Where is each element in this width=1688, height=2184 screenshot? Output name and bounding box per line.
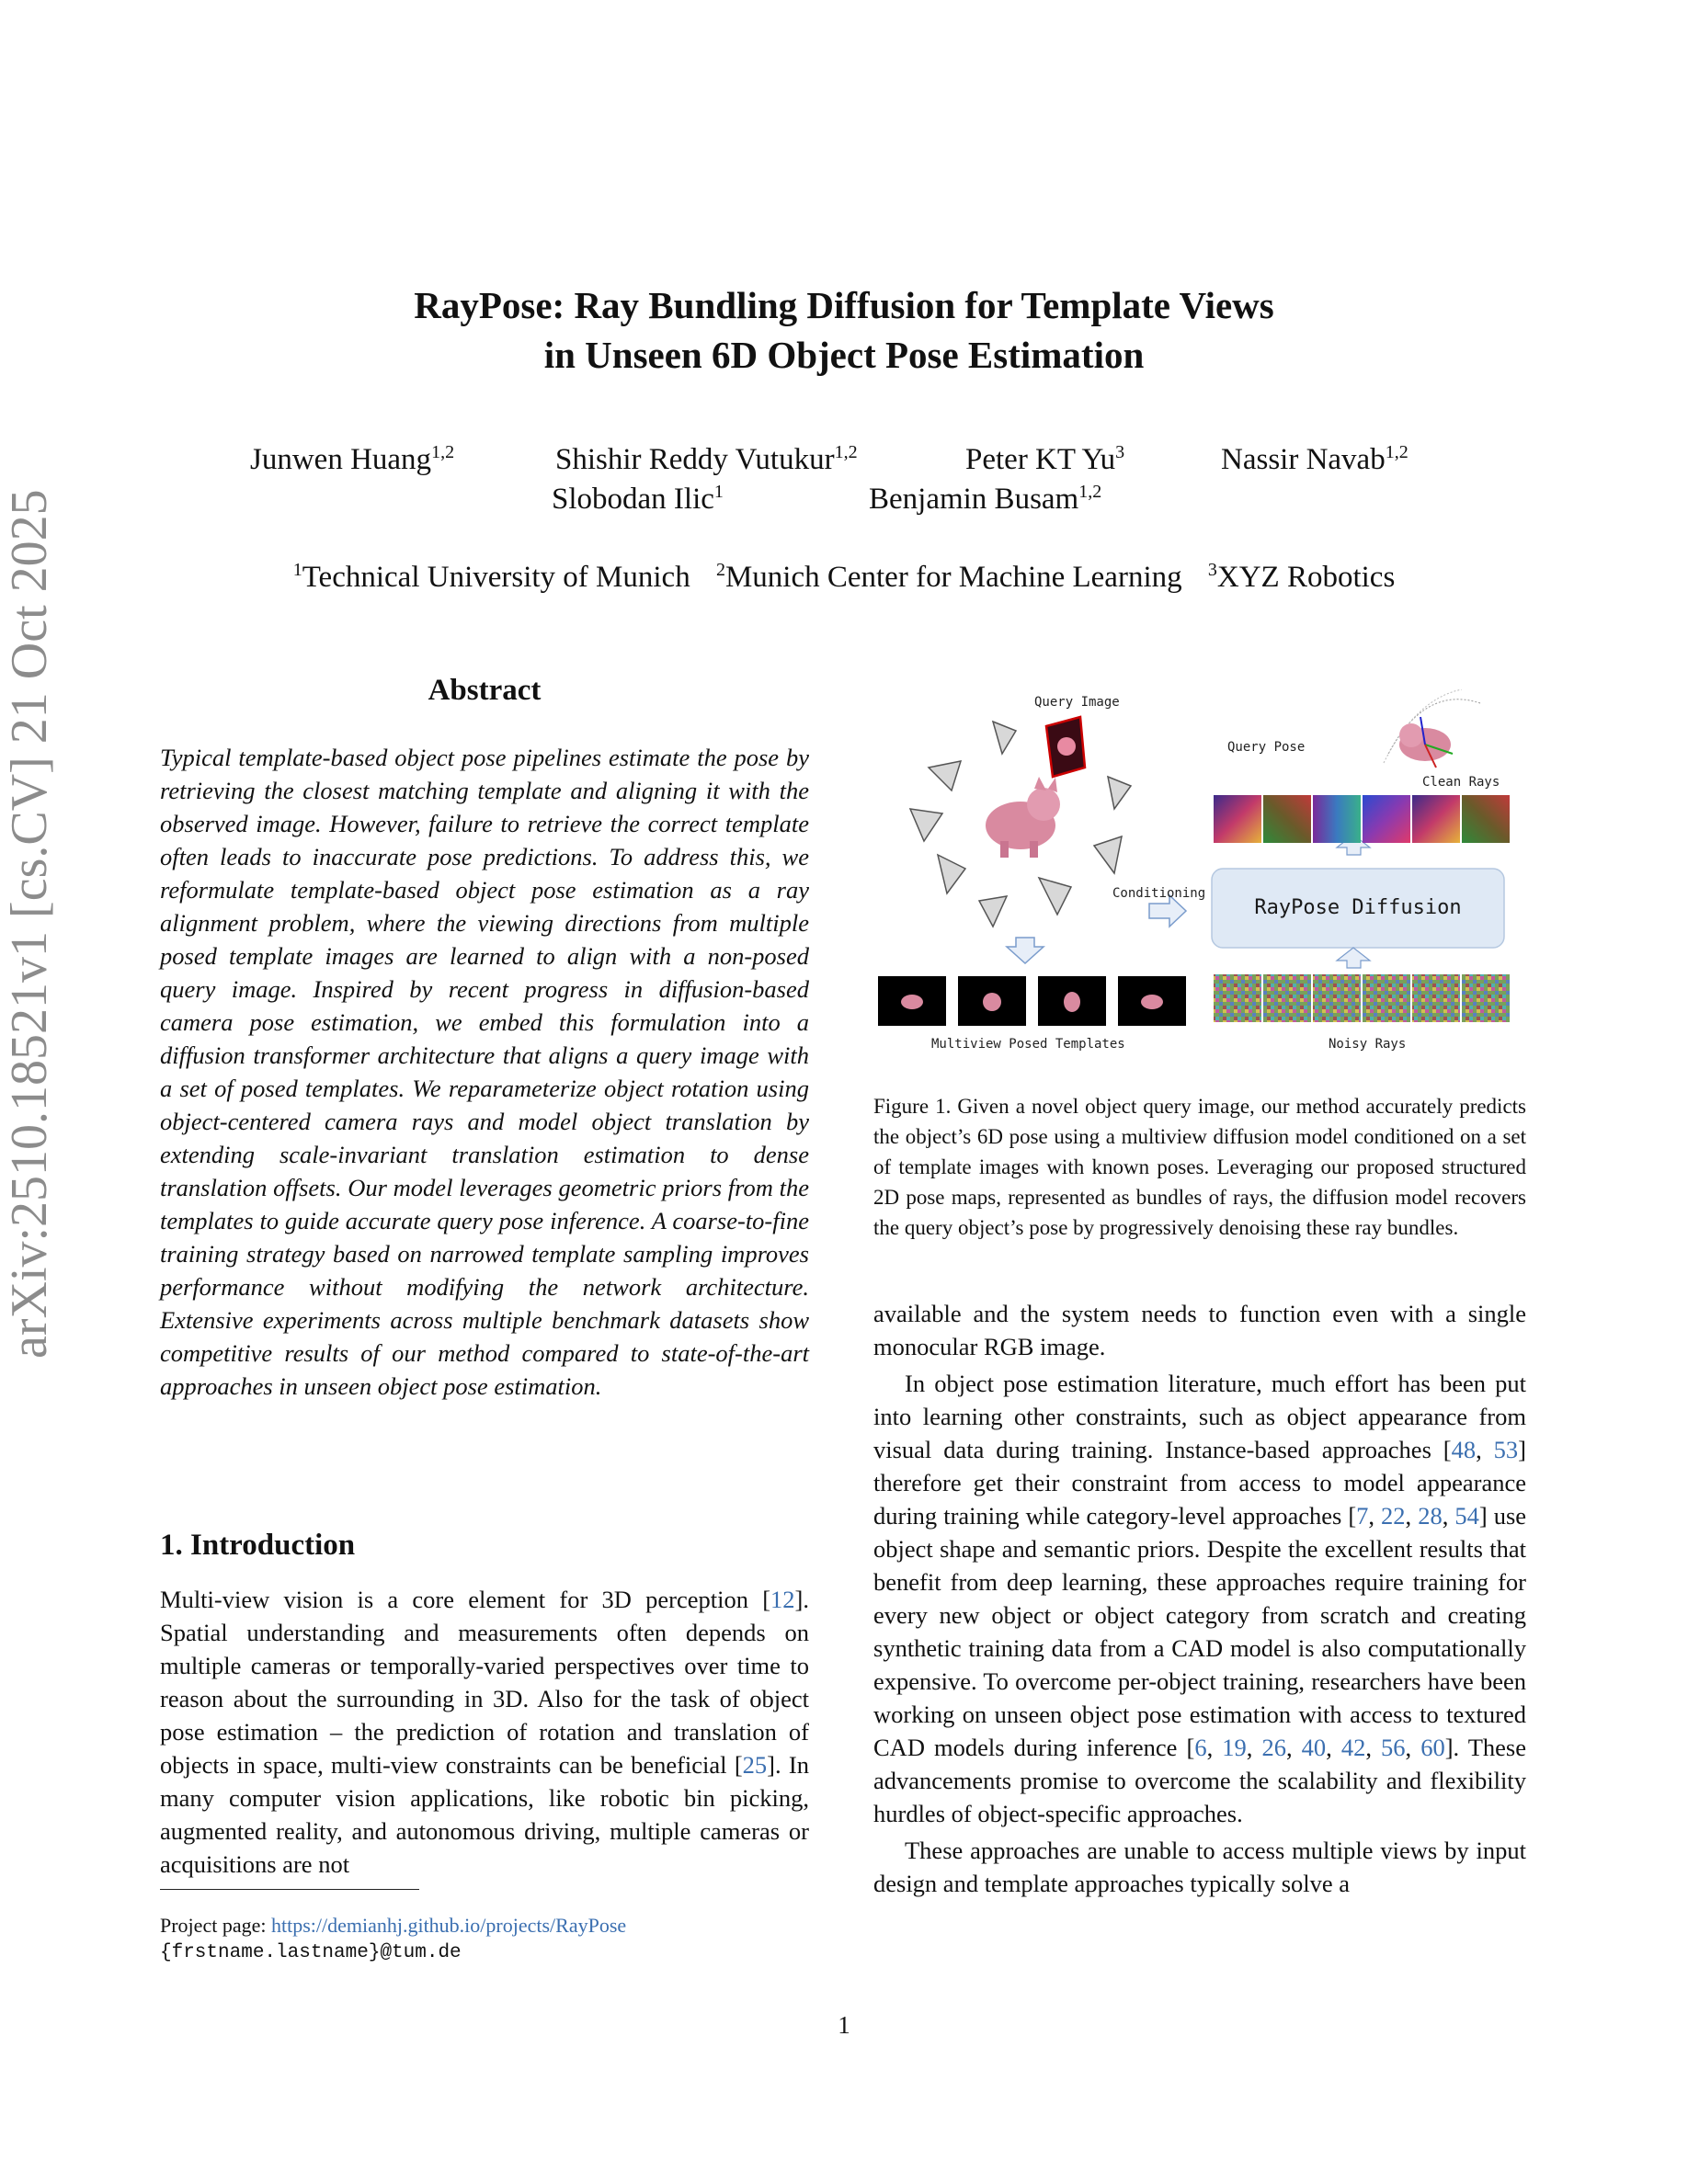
template-thumbnails <box>878 976 1186 1026</box>
citation-link[interactable]: 12 <box>770 1586 795 1613</box>
citation-link[interactable]: 54 <box>1454 1502 1479 1530</box>
noisy-rays-label: Noisy Rays <box>1329 1037 1407 1052</box>
page-number: 1 <box>838 2011 850 2039</box>
citation-link[interactable]: 60 <box>1420 1734 1445 1761</box>
author: Nassir Navab$^{1,2}$ <box>1221 442 1409 476</box>
citation-link[interactable]: 56 <box>1381 1734 1406 1761</box>
citation-link[interactable]: 26 <box>1261 1734 1286 1761</box>
project-page-link[interactable]: https://demianhj.github.io/projects/RayPose <box>270 1914 627 1937</box>
conditioning-label: Conditioning <box>1112 886 1206 901</box>
author: Shishir Reddy Vutukur$^{1,2}$ <box>555 442 858 476</box>
citation-link[interactable]: 42 <box>1340 1734 1366 1761</box>
affiliations: $^1$Technical University of Munich $^2$Munich Center for Machine Learning $^3$XYZ Robotics <box>292 560 1396 594</box>
citation-link[interactable]: 25 <box>742 1751 768 1779</box>
arrow-up-icon <box>1337 948 1370 968</box>
citation-link[interactable]: 19 <box>1222 1734 1247 1761</box>
object-cat-icon <box>986 777 1060 858</box>
figure-1-diagram <box>873 689 1526 1075</box>
clean-rays-label: Clean Rays <box>1422 775 1500 790</box>
paper-title-line-1: RayPose: Ray Bundling Diffusion for Template Views <box>414 284 1274 326</box>
abstract-heading: Abstract <box>428 674 542 707</box>
figure-1 <box>873 689 1526 1075</box>
query-pose-label: Query Pose <box>1227 740 1306 755</box>
citation-link[interactable]: 22 <box>1381 1502 1406 1530</box>
citation-link[interactable]: 53 <box>1493 1436 1519 1463</box>
clean-rays-strip <box>1214 795 1510 843</box>
arrow-down-icon <box>1007 938 1044 963</box>
citation-link[interactable]: 48 <box>1451 1436 1477 1463</box>
query-image-frame <box>1046 717 1085 777</box>
intro-heading: 1. Introduction <box>160 1529 356 1562</box>
paper-title-line-2: in Unseen 6D Object Pose Estimation <box>543 334 1145 376</box>
citation-link[interactable]: 40 <box>1301 1734 1327 1761</box>
query-pose-object-icon <box>1384 689 1480 768</box>
citation-link[interactable]: 6 <box>1194 1734 1207 1761</box>
query-image-label: Query Image <box>1034 695 1120 710</box>
arxiv-sidebar-id: arXiv:2510.18521v1 [cs.CV] 21 Oct 2025 <box>1 489 58 1359</box>
diffusion-label: RayPose Diffusion <box>1254 896 1462 919</box>
author: Junwen Huang$^{1,2}$ <box>250 442 455 476</box>
author: Benjamin Busam$^{1,2}$ <box>869 482 1102 516</box>
footnote-email: {frstname.lastname}@tum.de <box>160 1942 462 1963</box>
author: Peter KT Yu$^3$ <box>965 442 1125 476</box>
noisy-rays-strip <box>1214 974 1510 1022</box>
citation-link[interactable]: 28 <box>1418 1502 1443 1530</box>
author: Slobodan Ilic$^1$ <box>552 482 724 516</box>
footnote-rule <box>160 1889 419 1890</box>
intro-paragraph: Multi-view vision is a core element for 3D perception [12]. Spatial understanding and measurements often depends on multiple cameras or temporally-varied perspectives over time to reason about the surrounding in 3D. Also for the task of object pose estimation – the prediction of rotation and translation of objects in space, multi-view constraints can be beneficial [25]. In many computer vision applications, like robotic bin picking, augmented reality, and autonomous driving, multiple cameras or acquisitions are not <box>160 1586 809 1878</box>
figure-1-caption: Figure 1. Given a novel object query image, our method accurately predicts the object’s 6D pose using a multiview diffusion model conditioned on a set of template images with known poses. Leveraging our proposed structured 2D pose maps, represented as bundles of rays, the diffusion model recovers the query object’s pose by progressively denoising these ray bundles. <box>873 1095 1526 1239</box>
footnote-project-page: Project page: https://demianhj.github.io/projects/RayPose <box>160 1914 627 1937</box>
abstract-text: Typical template-based object pose pipelines estimate the pose by retrieving the closest matching template and aligning it with the observed image. However, failure to retrieve the correct template often leads to inaccurate pose predictions. To address this, we reformulate template-based object pose estimation as a ray alignment problem, where the viewing directions from multiple posed template images are learned to align with a non-posed query image. Inspired by recent progress in diffusion-based camera pose estimation, we embed this formulation into a diffusion transformer architecture that aligns a query image with a set of posed templates. We reparameterize object rotation using object-centered camera rays and model object translation by extending scale-invariant translation estimation to dense translation offsets. Our model leverages geometric priors from the templates to guide accurate query pose inference. A coarse-to-fine training strategy based on narrowed template sampling improves performance without modifying the network architecture. Extensive experiments across multiple benchmark datasets show competitive results of our method compared to state-of-the-art approaches in unseen object pose estimation. <box>160 744 809 1400</box>
citation-link[interactable]: 7 <box>1356 1502 1369 1530</box>
templates-label: Multiview Posed Templates <box>931 1037 1125 1052</box>
right-column-text: available and the system needs to function even with a single monocular RGB image. In object pose estimation literature, much effort has been put into learning other constraints, such as object appearance from visual data during training. Instance-based approaches [48, 53] therefore get their constraint from access to model appearance during training while category-level approaches [7, 22, 28, 54] use object shape and semantic priors. Despite the excellent results that benefit from deep learning, these approaches require training for every new object or object category from scratch and creating synthetic training data from a CAD model is also computationally expensive. To overcome per-object training, researchers have been working on unseen object pose estimation with access to textured CAD models during inference [6, 19, 26, 40, 42, 56, 60]. These advancements promise to overcome the scalability and flexibility hurdles of object-specific approaches. These approaches are unable to access multiple views by input design and template approaches typically solve a <box>873 1300 1527 1897</box>
